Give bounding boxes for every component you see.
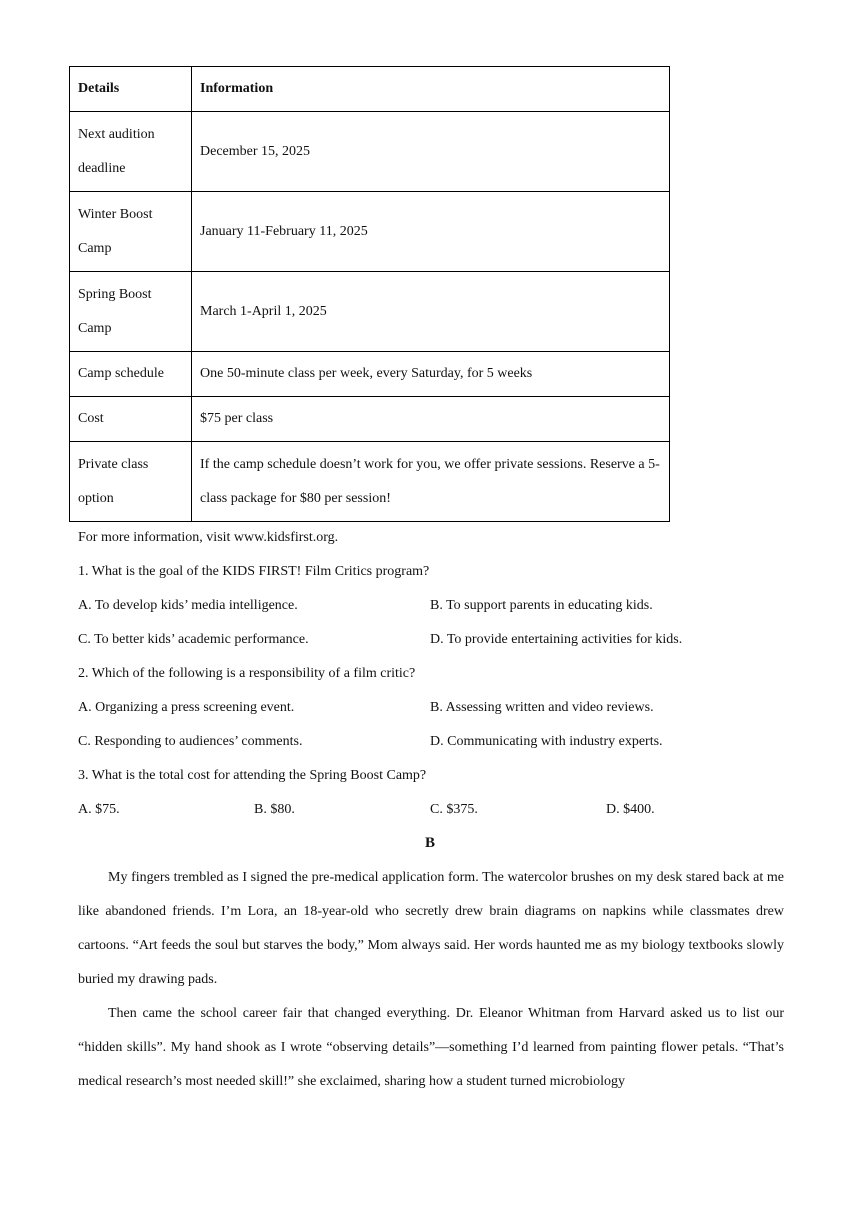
q2-option-a: A. Organizing a press screening event. (78, 700, 295, 715)
row-value: If the camp schedule doesn’t work for you, we offer private sessions. Reserve a 5-class package for $80 per session! (192, 442, 670, 522)
row-label: Private class option (70, 442, 192, 522)
table-row (70, 112, 670, 192)
q2-option-c: C. Responding to audiences’ comments. (78, 734, 303, 749)
q3-option-d: D. $400. (606, 802, 655, 817)
table-row (70, 272, 670, 352)
q1-option-b: B. To support parents in educating kids. (430, 598, 653, 613)
table-header-row (70, 67, 670, 112)
passage-paragraph-2: Then came the school career fair that changed everything. Dr. Eleanor Whitman from Harvard asked us to list our “hidden skills”. My hand shook as I wrote “observing details”—something I’d learned from painting flower petals. “That’s medical research’s most needed skill!” she exclaimed, sharing how a student turned microbiology (78, 1006, 784, 1089)
section-heading-b: B (424, 835, 435, 851)
row-value: March 1-April 1, 2025 (192, 272, 670, 352)
q3-option-b: B. $80. (254, 802, 295, 817)
table-row (70, 192, 670, 272)
row-label: Winter Boost Camp (70, 192, 192, 272)
question-3-stem: 3. What is the total cost for attending the Spring Boost Camp? (78, 768, 427, 783)
row-label: Cost (70, 397, 192, 442)
table-row (70, 352, 670, 397)
q1-option-d: D. To provide entertaining activities for kids. (430, 632, 683, 647)
q2-option-b: B. Assessing written and video reviews. (430, 700, 654, 715)
row-value: One 50-minute class per week, every Saturday, for 5 weeks (192, 352, 670, 397)
row-label: Next audition deadline (70, 112, 192, 192)
info-table (69, 66, 670, 522)
row-label: Spring Boost Camp (70, 272, 192, 352)
q2-option-d: D. Communicating with industry experts. (430, 734, 663, 749)
q3-option-c: C. $375. (430, 802, 478, 817)
row-value: $75 per class (192, 397, 670, 442)
more-info-line: For more information, visit www.kidsfirst.org. (78, 530, 339, 545)
question-1-stem: 1. What is the goal of the KIDS FIRST! Film Critics program? (78, 564, 430, 579)
header-information: Information (192, 67, 670, 112)
q1-option-c: C. To better kids’ academic performance. (78, 632, 309, 647)
question-2-stem: 2. Which of the following is a responsibility of a film critic? (78, 666, 416, 681)
q3-option-a: A. $75. (78, 802, 120, 817)
passage-paragraph-1: My fingers trembled as I signed the pre-medical application form. The watercolor brushes on my desk stared back at me like abandoned friends. I’m Lora, an 18-year-old who secretly drew brain diagrams on napkins while classmates drew cartoons. “Art feeds the soul but starves the body,” Mom always said. Her words haunted me as my biology textbooks slowly buried my drawing pads. (78, 870, 784, 987)
row-value: December 15, 2025 (192, 112, 670, 192)
table-row (70, 442, 670, 522)
row-value: January 11-February 11, 2025 (192, 192, 670, 272)
q1-option-a: A. To develop kids’ media intelligence. (78, 598, 298, 613)
table-row (70, 397, 670, 442)
row-label: Camp schedule (70, 352, 192, 397)
header-details: Details (70, 67, 192, 112)
